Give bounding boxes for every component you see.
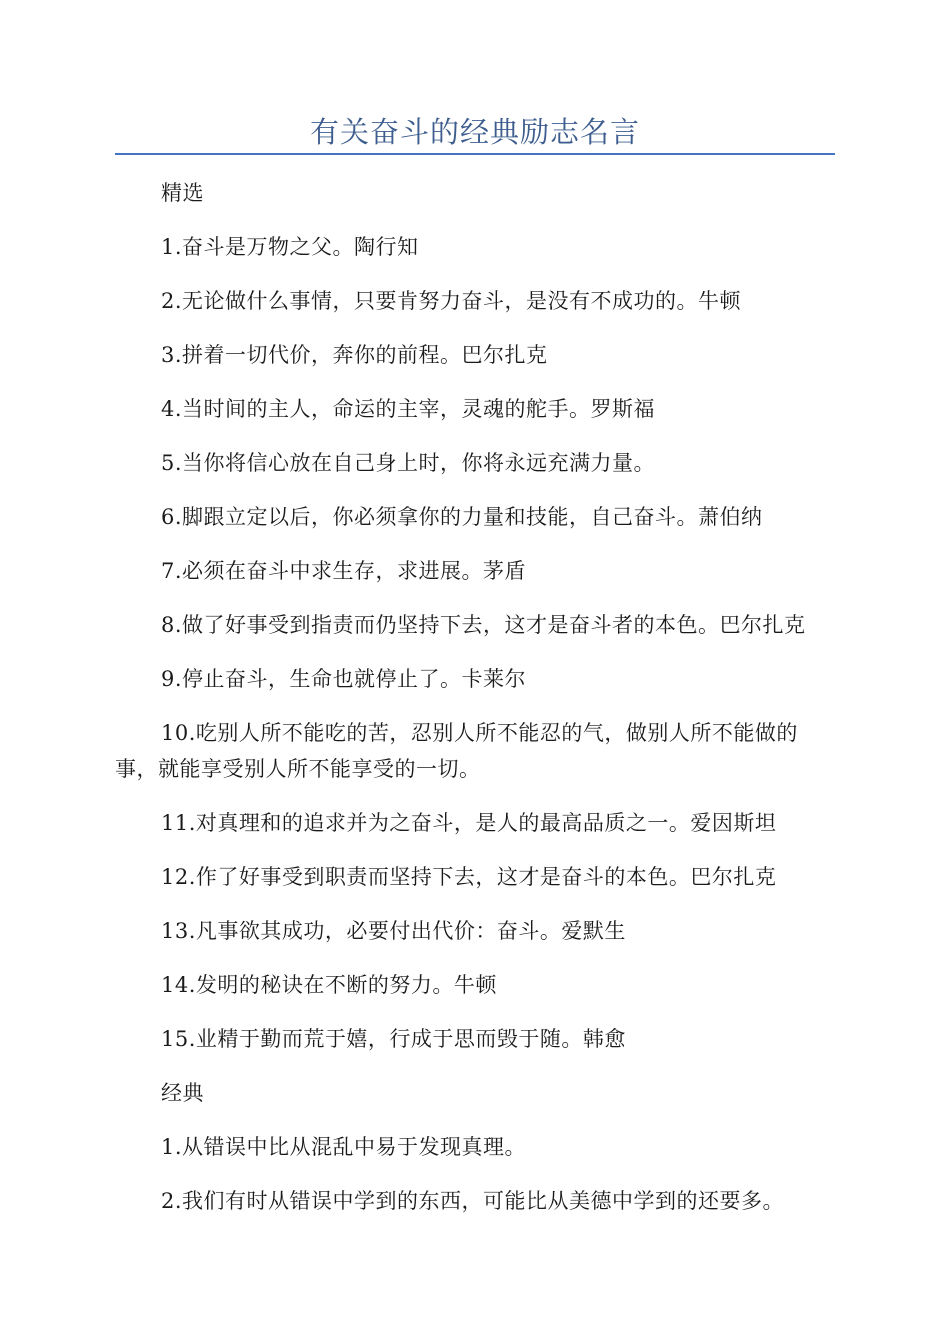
quote-item: 2.我们有时从错误中学到的东西，可能比从美德中学到的还要多。 [161,1189,785,1213]
quote-item: 9.停止奋斗，生命也就停止了。卡莱尔 [161,667,527,691]
quote-item: 1.奋斗是万物之父。陶行知 [161,235,419,259]
quote-item: 2.无论做什么事情，只要肯努力奋斗，是没有不成功的。牛顿 [161,289,742,313]
quote-item: 14.发明的秘诀在不断的努力。牛顿 [161,973,497,997]
quote-item: 1.从错误中比从混乱中易于发现真理。 [161,1135,527,1159]
document-body [115,175,835,1237]
quote-item: 10.吃别人所不能吃的苦，忍别人所不能忍的气，做别人所不能做的事，就能享受别人所不能享受的一切。 [115,721,798,781]
quote-item: 7.必须在奋斗中求生存，求进展。茅盾 [161,559,527,583]
quote-item: 12.作了好事受到职责而坚持下去，这才是奋斗的本色。巴尔扎克 [161,865,777,889]
quote-item: 5.当你将信心放在自己身上时，你将永远充满力量。 [161,451,656,475]
quote-item: 4.当时间的主人，命运的主宰，灵魂的舵手。罗斯福 [161,397,656,421]
section-heading-selected: 精选 [161,181,204,205]
quote-item: 13.凡事欲其成功，必要付出代价：奋斗。爱默生 [161,919,626,943]
title-underline [115,153,835,155]
quote-item: 11.对真理和的追求并为之奋斗，是人的最高品质之一。爱因斯坦 [161,811,777,835]
quote-item: 8.做了好事受到指责而仍坚持下去，这才是奋斗者的本色。巴尔扎克 [161,613,806,637]
quote-item: 15.业精于勤而荒于嬉，行成于思而毁于随。韩愈 [161,1027,626,1051]
quote-item: 3.拼着一切代价，奔你的前程。巴尔扎克 [161,343,548,367]
section-heading-classic: 经典 [161,1081,204,1105]
document-title: 有关奋斗的经典励志名言 [309,115,640,149]
quote-item: 6.脚跟立定以后，你必须拿你的力量和技能，自己奋斗。萧伯纳 [161,505,763,529]
